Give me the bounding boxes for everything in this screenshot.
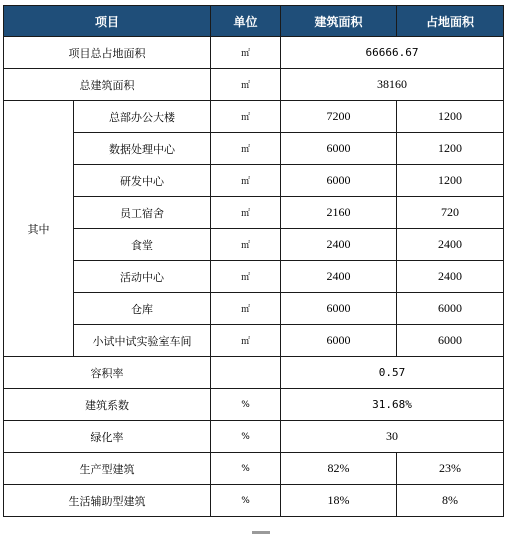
table-row-total-land xyxy=(4,37,504,69)
row-unit: ㎡ xyxy=(211,37,281,69)
row-value: 66666.67 xyxy=(281,37,504,69)
table-row-production xyxy=(4,453,504,485)
sub-unit: ㎡ xyxy=(211,101,281,133)
table-row-sub xyxy=(4,261,504,293)
row-unit: % xyxy=(211,389,281,421)
row-building-share: 18% xyxy=(281,485,397,517)
row-unit xyxy=(211,357,281,389)
table-row-plot-ratio xyxy=(4,357,504,389)
sub-land-area: 720 xyxy=(397,197,504,229)
sub-building-area: 6000 xyxy=(281,165,397,197)
sub-building-area: 6000 xyxy=(281,325,397,357)
row-land-share: 23% xyxy=(397,453,504,485)
header-item: 项目 xyxy=(4,6,211,37)
row-value: 38160 xyxy=(281,69,504,101)
header-row xyxy=(4,6,504,37)
sub-land-area: 1200 xyxy=(397,133,504,165)
table-row-sub xyxy=(4,229,504,261)
header-unit: 单位 xyxy=(211,6,281,37)
sub-building-area: 7200 xyxy=(281,101,397,133)
sub-unit: ㎡ xyxy=(211,325,281,357)
row-land-share: 8% xyxy=(397,485,504,517)
sub-unit: ㎡ xyxy=(211,229,281,261)
row-unit: ㎡ xyxy=(211,69,281,101)
sub-building-area: 2160 xyxy=(281,197,397,229)
project-area-table xyxy=(3,5,504,517)
table-row-sub xyxy=(4,133,504,165)
sub-label: 总部办公大楼 xyxy=(74,101,211,133)
sub-label: 员工宿舍 xyxy=(74,197,211,229)
table-row-building-coeff xyxy=(4,389,504,421)
sub-unit: ㎡ xyxy=(211,261,281,293)
row-unit: % xyxy=(211,453,281,485)
table-row-sub xyxy=(4,165,504,197)
sub-land-area: 6000 xyxy=(397,325,504,357)
sub-building-area: 6000 xyxy=(281,133,397,165)
row-label: 项目总占地面积 xyxy=(4,37,211,69)
sub-label: 食堂 xyxy=(74,229,211,261)
table-row-green-ratio xyxy=(4,421,504,453)
table-row-sub xyxy=(4,293,504,325)
sub-land-area: 2400 xyxy=(397,229,504,261)
sub-land-area: 6000 xyxy=(397,293,504,325)
table-row-sub xyxy=(4,197,504,229)
sub-building-area: 2400 xyxy=(281,229,397,261)
row-value: 30 xyxy=(281,421,504,453)
header-building-area: 建筑面积 xyxy=(281,6,397,37)
sub-unit: ㎡ xyxy=(211,165,281,197)
sub-building-area: 2400 xyxy=(281,261,397,293)
row-unit: % xyxy=(211,485,281,517)
sub-unit: ㎡ xyxy=(211,133,281,165)
sub-label: 活动中心 xyxy=(74,261,211,293)
row-label: 容积率 xyxy=(4,357,211,389)
row-unit: % xyxy=(211,421,281,453)
sub-land-area: 2400 xyxy=(397,261,504,293)
sub-land-area: 1200 xyxy=(397,165,504,197)
sub-label: 研发中心 xyxy=(74,165,211,197)
sub-unit: ㎡ xyxy=(211,197,281,229)
sub-building-area: 6000 xyxy=(281,293,397,325)
row-label: 绿化率 xyxy=(4,421,211,453)
sub-label: 小试中试实验室车间 xyxy=(74,325,211,357)
group-label: 其中 xyxy=(4,101,74,357)
sub-unit: ㎡ xyxy=(211,293,281,325)
table-row-living xyxy=(4,485,504,517)
row-value: 31.68% xyxy=(281,389,504,421)
row-label: 建筑系数 xyxy=(4,389,211,421)
row-label: 生活辅助型建筑 xyxy=(4,485,211,517)
sub-label: 数据处理中心 xyxy=(74,133,211,165)
table-row-total-building xyxy=(4,69,504,101)
sub-land-area: 1200 xyxy=(397,101,504,133)
row-label: 总建筑面积 xyxy=(4,69,211,101)
sub-label: 仓库 xyxy=(74,293,211,325)
table-row-sub xyxy=(4,325,504,357)
row-value: 0.57 xyxy=(281,357,504,389)
row-building-share: 82% xyxy=(281,453,397,485)
header-land-area: 占地面积 xyxy=(397,6,504,37)
row-label: 生产型建筑 xyxy=(4,453,211,485)
table-row-sub xyxy=(4,101,504,133)
